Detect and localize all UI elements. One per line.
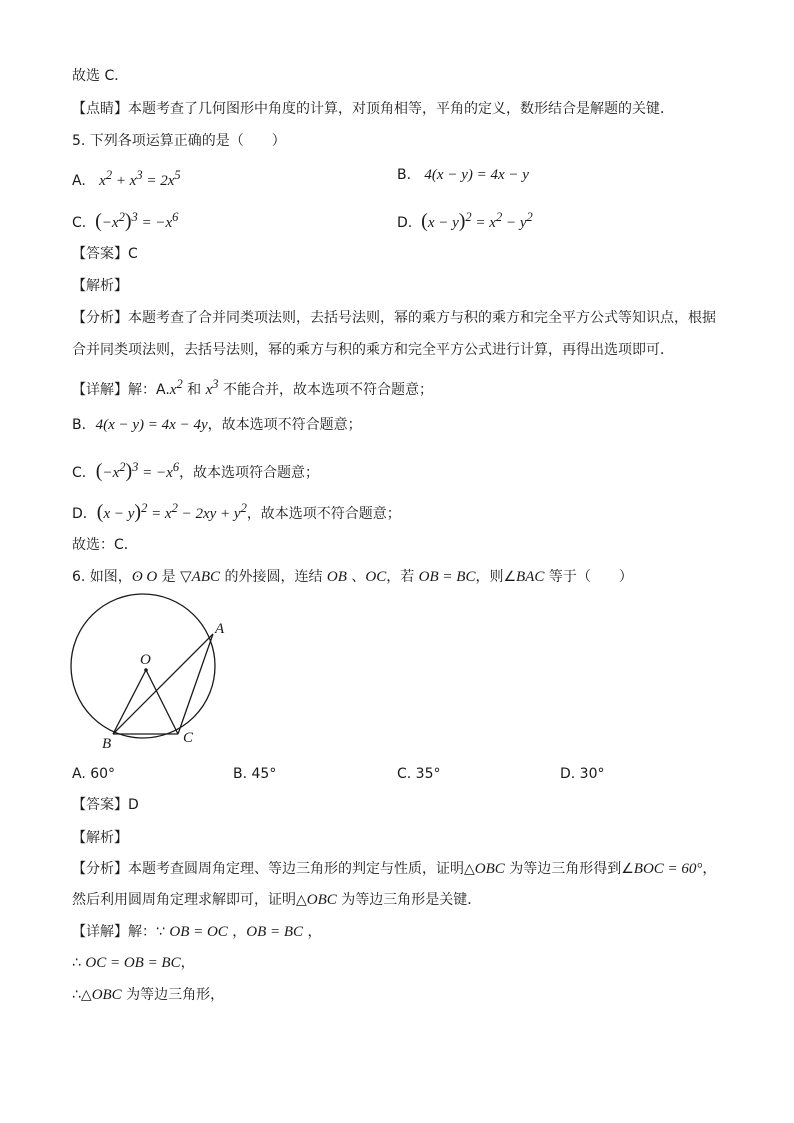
option-c-expr: $(-x^2)^3 = -x^6$ — [95, 210, 179, 232]
question-6: 6. 如图，ʘ O 是 ▽ABC 的外接圆，连结 OB 、OC，若 OB = BC，则∠BAC 等于（ ） — [72, 569, 633, 585]
q5-detail-b: B．4(x − y) = 4x − 4y，故本选项不符合题意； — [72, 417, 362, 433]
q6-option-a: A. 60° — [72, 766, 116, 782]
q5-option-b — [397, 165, 529, 185]
segment-ab — [113, 634, 213, 734]
circle-figure — [60, 590, 260, 755]
q5-fenxi-1: 【分析】本题考查了合并同类项法则，去括号法则，幂的乘方与积的乘方和完全平方公式等知识点，根据 — [72, 310, 716, 326]
segment-oc — [146, 670, 178, 734]
q6-detail-3: ∴△OBC 为等边三角形， — [72, 987, 225, 1003]
dianjing-line: 【点睛】本题考查了几何图形中角度的计算，对顶角相等，平角的定义，数形结合是解题的关键． — [72, 101, 674, 117]
q6-detail-2: ∴ OC = OB = BC， — [72, 955, 195, 971]
label-o: O — [140, 652, 151, 668]
label-a: A — [215, 621, 225, 637]
q5-option-d — [397, 207, 533, 233]
question-5: 5. 下列各项运算正确的是（ ） — [72, 133, 286, 149]
q5-detail-d: D．$(x - y)^2 = x^2 - 2xy + y^2$，故本选项不符合题意； — [72, 501, 401, 523]
option-b-expr: 4(x − y) = 4x − y — [424, 167, 529, 183]
q5-answer: 【答案】C — [72, 246, 138, 262]
segment-ac — [178, 634, 213, 734]
q6-option-b: B. 45° — [233, 766, 277, 782]
segment-ob — [113, 670, 146, 734]
q6-option-d: D. 30° — [560, 766, 605, 782]
option-label: B. — [397, 167, 412, 183]
q5-fenxi-2: 合并同类项法则，去括号法则，幂的乘方与积的乘方和完全平方公式进行计算，再得出选项即可． — [72, 342, 674, 358]
q6-answer: 【答案】D — [72, 797, 139, 813]
q5-option-a — [72, 165, 181, 191]
q6-detail-1: 【详解】解：∵ OB = OC ，OB = BC ， — [72, 924, 322, 940]
q6-fenxi-2: 然后利用圆周角定理求解即可，证明△OBC 为等边三角形是关键． — [72, 892, 482, 908]
option-a-expr: $x^2 + x^3 = 2x^5$ — [99, 168, 181, 189]
q5-option-c — [72, 207, 178, 233]
q5-detail-a: 【详解】解：$A.x^2$ 和 $x^3$ 不能合并，故本选项不符合题意； — [72, 377, 433, 398]
label-b: B — [102, 736, 112, 752]
q6-option-c: C. 35° — [397, 766, 441, 782]
option-label: C. — [72, 215, 87, 231]
center-point — [144, 668, 148, 672]
q6-jiexi: 【解析】 — [72, 830, 128, 846]
q5-detail-c: C．$(-x^2)^3 = -x^6$，故本选项符合题意； — [72, 460, 320, 482]
option-label: A. — [72, 173, 86, 189]
label-c: C — [183, 730, 194, 746]
option-label: D. — [397, 215, 413, 231]
q5-conclusion: 故选：C． — [72, 537, 138, 553]
q5-jiexi: 【解析】 — [72, 278, 128, 294]
q6-fenxi-1: 【分析】本题考查圆周角定理、等边三角形的判定与性质，证明△OBC 为等边三角形得到∠BOC = 60°， — [72, 861, 717, 877]
option-d-expr: $(x - y)^2 = x^2 - y^2$ — [421, 210, 533, 232]
conclusion-line: 故选 C． — [72, 68, 129, 84]
